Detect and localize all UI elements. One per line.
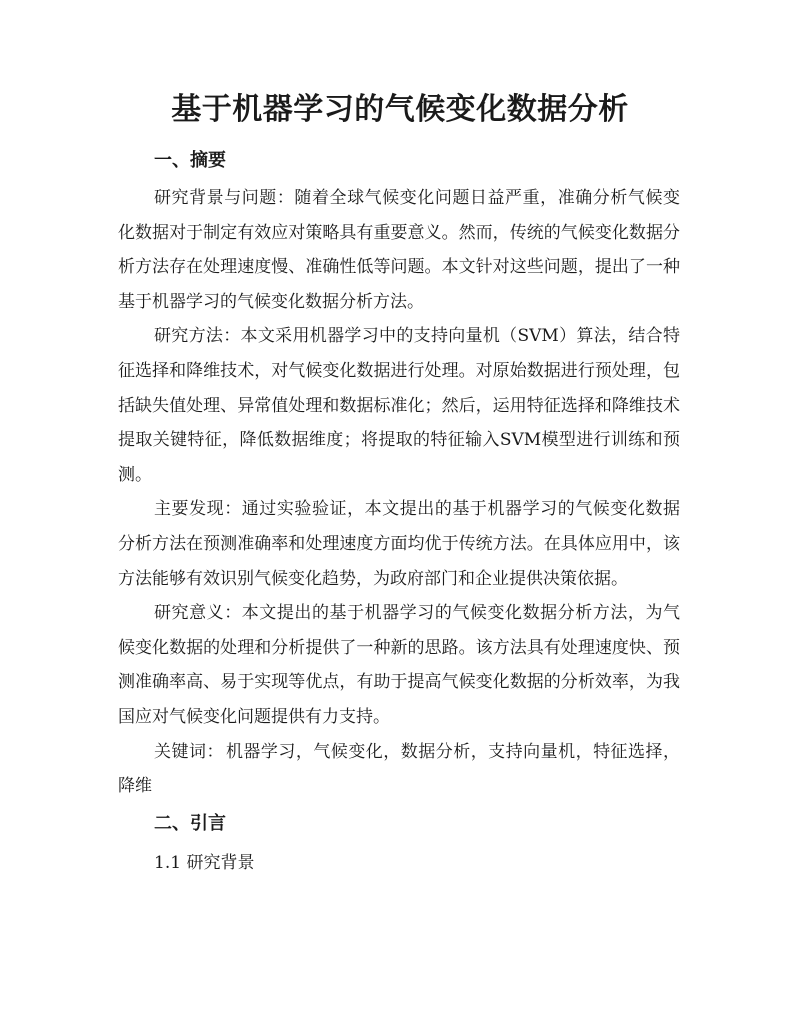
paragraph-significance: 研究意义：本文提出的基于机器学习的气候变化数据分析方法，为气候变化数据的处理和分析提供了一种新的思路。该方法具有处理速度快、预测准确率高、易于实现等优点，有助于提高气候变化数据的分析效率，为我国应对气候变化问题提供有力支持。 [118, 603, 680, 727]
keywords-label: 关键词： [154, 741, 224, 762]
keywords-list: 机器学习，气候变化，数据分析，支持向量机，特征选择，降维 [118, 741, 681, 797]
document-body [118, 141, 680, 882]
paragraph-methods: 研究方法：本文采用机器学习中的支持向量机（SVM）算法，结合特征选择和降维技术，对气候变化数据进行处理。对原始数据进行预处理，包括缺失值处理、异常值处理和数据标准化；然后，运用特征选择和降维技术提取关键特征，降低数据维度；将提取的特征输入SVM模型进行训练和预测。 [118, 326, 680, 485]
subsection-heading-background: 1.1 研究背景 [154, 852, 255, 873]
keywords-paragraph [118, 735, 680, 804]
paragraph-findings: 主要发现：通过实验验证，本文提出的基于机器学习的气候变化数据分析方法在预测准确率和处理速度方面均优于传统方法。在具体应用中，该方法能够有效识别气候变化趋势，为政府部门和企业提供决策依据。 [118, 499, 680, 589]
document-title: 基于机器学习的气候变化数据分析 [171, 92, 629, 127]
section-heading-introduction: 二、引言 [154, 812, 226, 834]
section-heading-abstract: 一、摘要 [154, 150, 226, 171]
paragraph-background: 研究背景与问题：随着全球气候变化问题日益严重，准确分析气候变化数据对于制定有效应对策略具有重要意义。然而，传统的气候变化数据分析方法存在处理速度慢、准确性低等问题。本文针对这些问题，提出了一种基于机器学习的气候变化数据分析方法。 [118, 188, 680, 312]
